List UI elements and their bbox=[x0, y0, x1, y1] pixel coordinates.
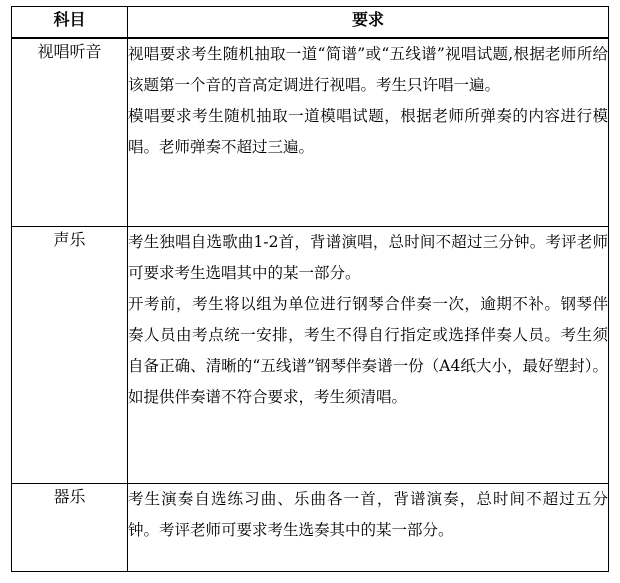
requirement-cell bbox=[128, 484, 609, 572]
requirements-table bbox=[11, 6, 609, 572]
table-row bbox=[12, 227, 609, 484]
requirement-paragraph: 考生演奏自选练习曲、乐曲各一首，背谱演奏，总时间不超过五分钟。考评老师可要求考生选奏其中的某一部分。 bbox=[128, 490, 608, 539]
requirement-cell bbox=[128, 38, 609, 227]
header-subject: 科目 bbox=[12, 7, 128, 39]
requirement-paragraph: 开考前，考生将以组为单位进行钢琴合伴奏一次，逾期不补。钢琴伴奏人员由考点统一安排，考生不得自行指定或选择伴奏人员。考生须自备正确、清晰的“五线谱”钢琴伴奏谱一份（A4纸大小，最好塑封）。如提供伴奏谱不符合要求，考生须清唱。 bbox=[128, 295, 608, 406]
header-requirement: 要求 bbox=[128, 7, 609, 39]
table-header-row bbox=[12, 7, 609, 39]
table-row bbox=[12, 484, 609, 572]
requirement-paragraph: 考生独唱自选歌曲1-2首，背谱演唱，总时间不超过三分钟。考评老师可要求考生选唱其中的某一部分。 bbox=[128, 233, 608, 282]
subject-cell: 器乐 bbox=[12, 484, 128, 572]
subject-cell: 视唱听音 bbox=[12, 38, 128, 227]
requirement-paragraph: 视唱要求考生随机抽取一道“简谱”或“五线谱”视唱试题,根据老师所给该题第一个音的音高定调进行视唱。考生只许唱一遍。 bbox=[128, 45, 608, 94]
requirement-cell bbox=[128, 227, 609, 484]
subject-cell: 声乐 bbox=[12, 227, 128, 484]
requirement-paragraph: 模唱要求考生随机抽取一道模唱试题，根据老师所弹奏的内容进行模唱。老师弹奏不超过三遍。 bbox=[128, 107, 608, 156]
table-row bbox=[12, 38, 609, 227]
